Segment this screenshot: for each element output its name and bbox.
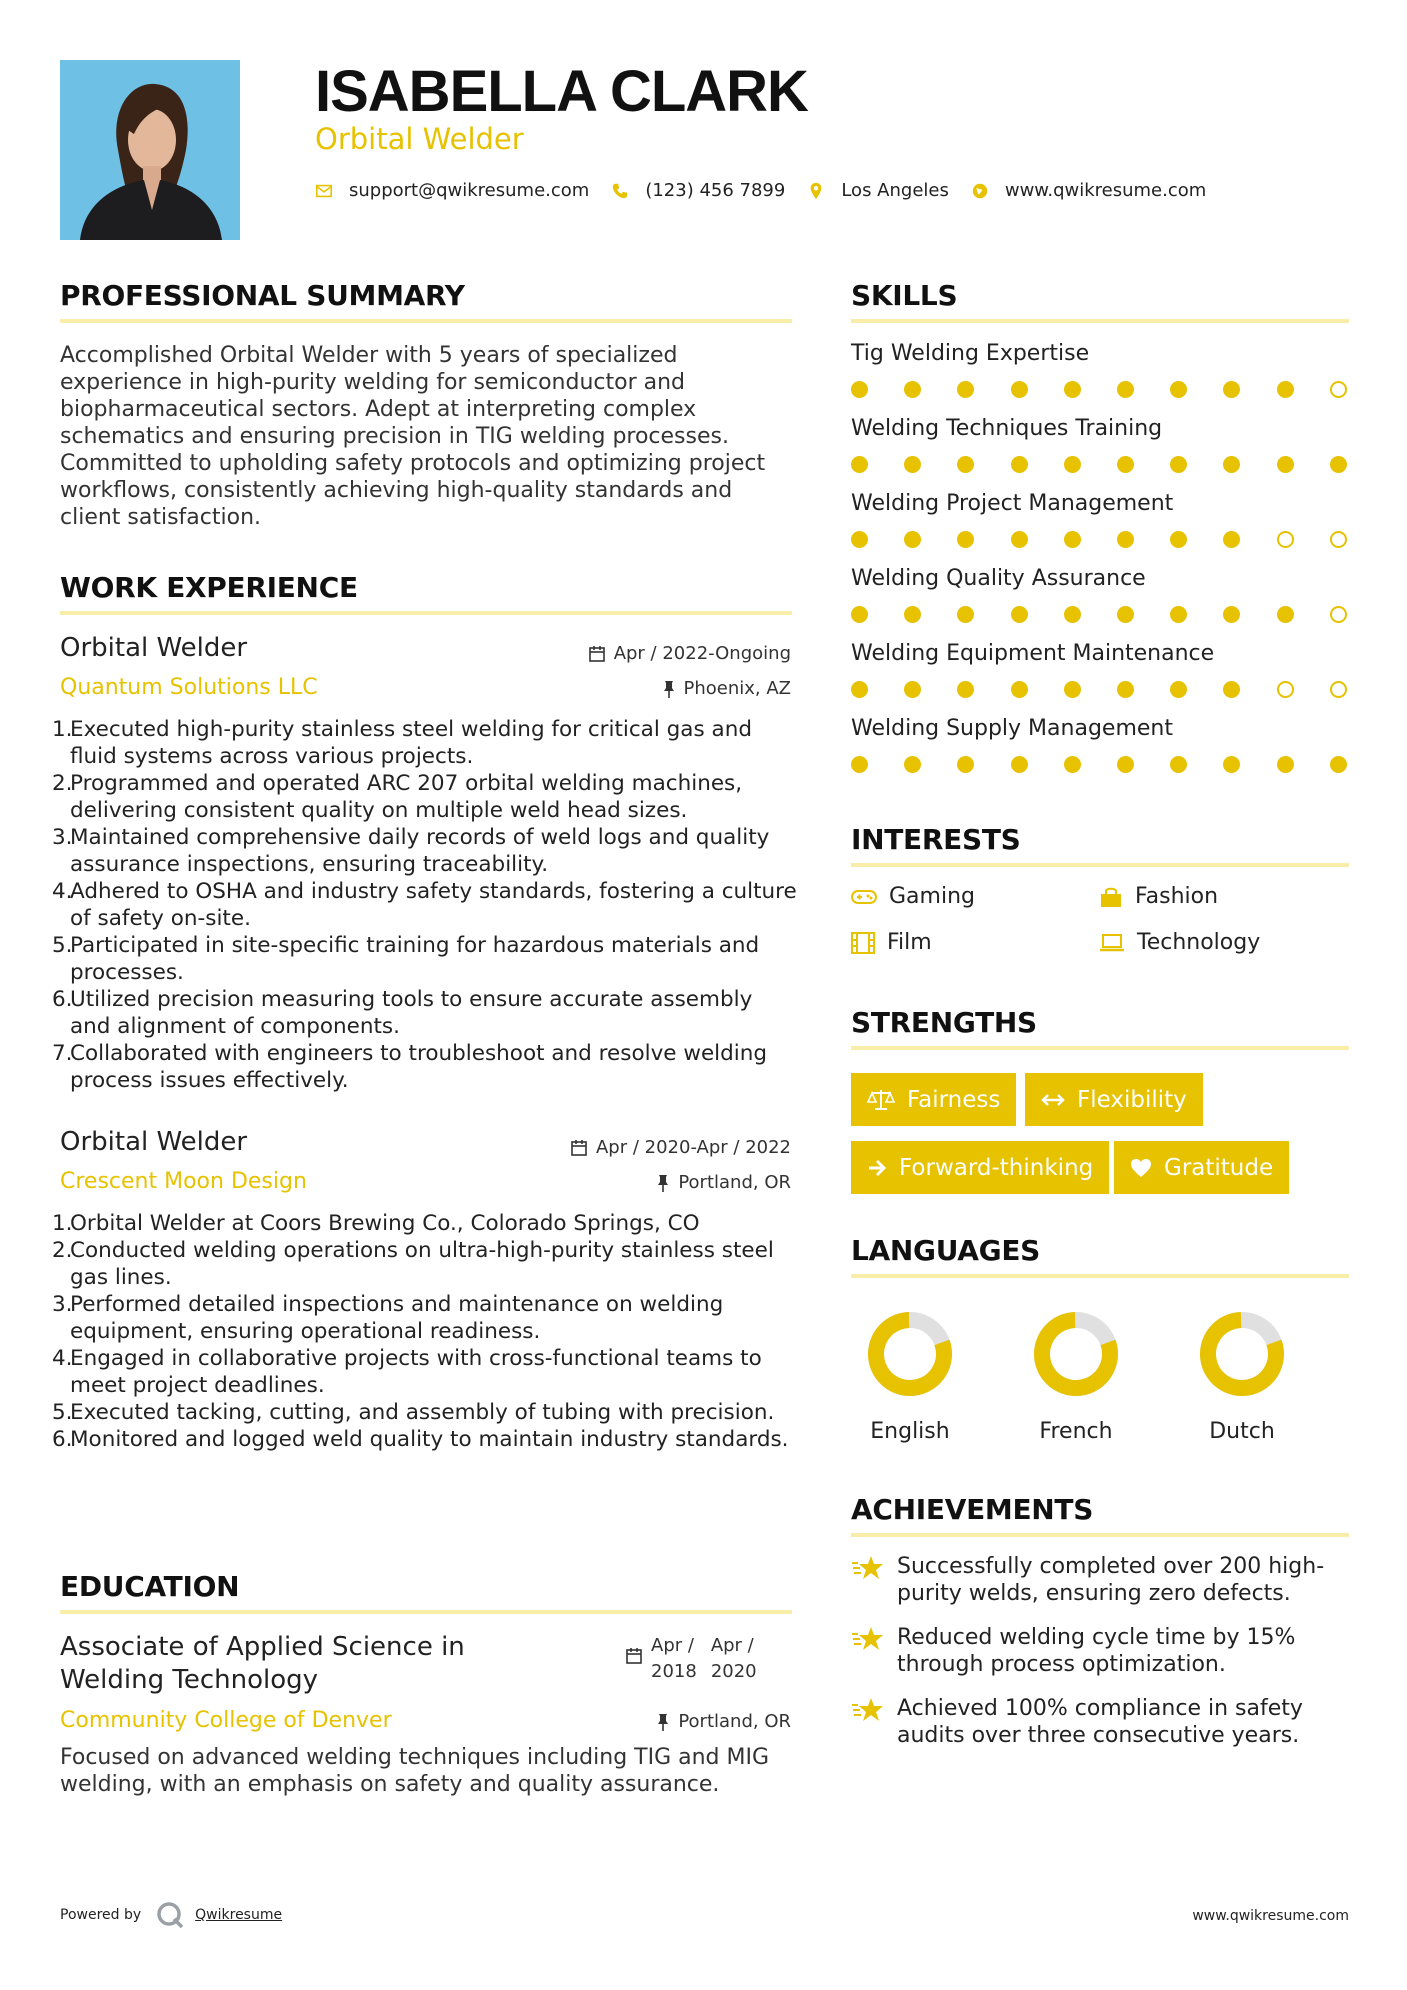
interest-gaming: Gaming	[851, 884, 975, 909]
language-label: English	[870, 1419, 950, 1444]
list-item: 4. Adhered to OSHA and industry safety standards, fostering a culture of safety on-site.	[52, 879, 797, 931]
job-bullet-list	[52, 716, 797, 1094]
rating-dot-filled	[1330, 456, 1347, 473]
rating-dot-filled	[1277, 381, 1294, 398]
pushpin-icon	[662, 680, 676, 698]
job-dates	[570, 1137, 791, 1158]
job-dates-text: Apr / 2020-Apr / 2022	[595, 1137, 791, 1158]
rating-dot-filled	[957, 381, 974, 398]
pushpin-icon	[656, 1174, 670, 1192]
achievements-rule	[851, 1533, 1349, 1537]
rating-dot-empty	[1277, 531, 1294, 548]
languages-rule	[851, 1274, 1349, 1278]
language-label: French	[1039, 1419, 1113, 1444]
rating-dot-empty	[1330, 681, 1347, 698]
phone-text: (123) 456 7899	[645, 180, 786, 201]
rating-dot-filled	[851, 756, 868, 773]
skill-name: Welding Equipment Maintenance	[851, 641, 1215, 666]
job-dates	[588, 643, 791, 664]
job-dates-text: Apr / 2022-Ongoing	[613, 643, 791, 664]
interests-heading: INTERESTS	[851, 823, 1021, 856]
rating-dot-empty	[1330, 531, 1347, 548]
rating-dot-filled	[1277, 456, 1294, 473]
star-icon	[851, 1555, 885, 1581]
rating-dot-empty	[1330, 381, 1347, 398]
rating-dot-filled	[904, 681, 921, 698]
rating-dot-filled	[1223, 531, 1240, 548]
skill-rating	[851, 606, 1349, 624]
rating-dot-filled	[904, 606, 921, 623]
footer-website[interactable]: www.qwikresume.com	[1192, 1908, 1349, 1924]
language-item	[1016, 1309, 1136, 1444]
education-rule	[60, 1610, 792, 1614]
interest-fashion: Fashion	[1099, 884, 1218, 909]
contact-phone[interactable]	[611, 180, 785, 201]
rating-dot-filled	[1011, 531, 1028, 548]
job-location	[662, 678, 792, 699]
job-location	[656, 1172, 791, 1193]
rating-dot-filled	[1117, 681, 1134, 698]
rating-dot-filled	[1277, 606, 1294, 623]
rating-dot-filled	[1170, 681, 1187, 698]
rating-dot-filled	[1170, 381, 1187, 398]
languages-heading: LANGUAGES	[851, 1234, 1041, 1267]
rating-dot-filled	[1011, 606, 1028, 623]
rating-dot-filled	[957, 456, 974, 473]
rating-dot-filled	[957, 531, 974, 548]
skill-name: Tig Welding Expertise	[851, 341, 1090, 366]
arrow-right-icon	[867, 1158, 887, 1178]
list-item: 6. Monitored and logged weld quality to maintain industry standards.	[52, 1427, 789, 1452]
rating-dot-filled	[1011, 456, 1028, 473]
email-text: support@qwikresume.com	[349, 180, 590, 201]
language-item	[850, 1309, 970, 1444]
experience-rule	[60, 611, 792, 615]
rating-dot-filled	[1223, 606, 1240, 623]
achievement-item: Achieved 100% compliance in safety audits over three consecutive years.	[851, 1695, 1351, 1749]
achievement-item: Reduced welding cycle time by 15% through process optimization.	[851, 1624, 1351, 1678]
rating-dot-empty	[1330, 606, 1347, 623]
skill-name: Welding Supply Management	[851, 716, 1173, 741]
rating-dot-filled	[1064, 531, 1081, 548]
rating-dot-empty	[1277, 681, 1294, 698]
skill-rating	[851, 531, 1349, 549]
education-dates: Apr / 2018 Apr / 2020	[625, 1633, 757, 1685]
star-icon	[851, 1697, 885, 1723]
language-level-ring	[865, 1309, 955, 1399]
list-item: 3. Performed detailed inspections and maintenance on welding equipment, ensuring operational readiness.	[52, 1292, 724, 1344]
rating-dot-filled	[851, 606, 868, 623]
language-item	[1182, 1309, 1302, 1444]
arrows-h-icon	[1041, 1092, 1065, 1108]
summary-rule	[60, 319, 792, 323]
rating-dot-filled	[1170, 531, 1187, 548]
list-item: 5. Participated in site-specific training for hazardous materials and processes.	[52, 933, 760, 985]
list-item: 4. Engaged in collaborative projects with cross-functional teams to meet project deadlines.	[52, 1346, 762, 1398]
contact-bar	[315, 180, 1228, 201]
footer-powered-by: Powered by Qwikresume	[60, 1900, 282, 1930]
rating-dot-filled	[1117, 456, 1134, 473]
job-bullet-list	[52, 1210, 797, 1453]
rating-dot-filled	[851, 381, 868, 398]
envelope-icon	[315, 182, 333, 200]
education-location-text: Portland, OR	[678, 1711, 791, 1732]
rating-dot-filled	[1011, 681, 1028, 698]
language-label: Dutch	[1209, 1419, 1275, 1444]
skill-rating	[851, 681, 1349, 699]
calendar-icon	[625, 1647, 643, 1665]
experience-heading: WORK EXPERIENCE	[60, 571, 358, 604]
rating-dot-filled	[1277, 756, 1294, 773]
rating-dot-filled	[1117, 381, 1134, 398]
rating-dot-filled	[1170, 756, 1187, 773]
rating-dot-filled	[1011, 381, 1028, 398]
rating-dot-filled	[1064, 681, 1081, 698]
rating-dot-filled	[1117, 606, 1134, 623]
list-item: 3. Maintained comprehensive daily records of weld logs and quality assurance inspections, ensuring traceability.	[52, 825, 770, 877]
map-marker-icon	[807, 182, 825, 200]
skill-rating	[851, 456, 1349, 474]
job-location-text: Portland, OR	[678, 1172, 791, 1193]
laptop-icon	[1099, 933, 1125, 953]
rating-dot-filled	[1170, 456, 1187, 473]
rating-dot-filled	[904, 381, 921, 398]
website-text: www.qwikresume.com	[1004, 180, 1207, 201]
profile-photo	[60, 60, 240, 240]
rating-dot-filled	[851, 531, 868, 548]
school-name: Community College of Denver	[60, 1708, 392, 1733]
skills-rule	[851, 319, 1349, 323]
skills-heading: SKILLS	[851, 279, 958, 312]
company-name: Crescent Moon Design	[60, 1169, 307, 1194]
interests-rule	[851, 863, 1349, 867]
list-item: 2. Programmed and operated ARC 207 orbital welding machines, delivering consistent quality on multiple weld head sizes.	[52, 771, 743, 823]
rating-dot-filled	[1223, 681, 1240, 698]
contact-email[interactable]	[315, 180, 589, 201]
star-icon	[851, 1626, 885, 1652]
location-text: Los Angeles	[841, 180, 949, 201]
rating-dot-filled	[851, 456, 868, 473]
candidate-name: ISABELLA CLARK	[315, 59, 808, 124]
strengths-heading: STRENGTHS	[851, 1006, 1037, 1039]
rating-dot-filled	[1223, 756, 1240, 773]
rating-dot-filled	[957, 756, 974, 773]
job-location-text: Phoenix, AZ	[683, 678, 791, 699]
strength-tag-forward-thinking: Forward-thinking	[851, 1141, 1109, 1194]
rating-dot-filled	[1223, 456, 1240, 473]
education-location	[656, 1711, 791, 1732]
job-title: Orbital Welder	[60, 1127, 248, 1157]
rating-dot-filled	[1223, 381, 1240, 398]
rating-dot-filled	[1117, 531, 1134, 548]
skill-name: Welding Project Management	[851, 491, 1174, 516]
summary-text: Accomplished Orbital Welder with 5 years of specialized experience in high-purity welding for semiconductor and biopharmaceutical sectors. Adept at interpreting complex schematics and ensuring precision in TIG welding processes. Committed to upholding safety protocols and optimizing project workflows, consistently achieving high-quality standards and client satisfaction.	[60, 343, 766, 530]
job-title: Orbital Welder	[60, 633, 248, 663]
list-item: 7. Collaborated with engineers to troubleshoot and resolve welding process issues effectively.	[52, 1041, 768, 1093]
gamepad-icon	[851, 889, 877, 905]
rating-dot-filled	[1064, 456, 1081, 473]
rating-dot-filled	[904, 756, 921, 773]
interest-film: Film	[851, 930, 932, 955]
calendar-icon	[588, 645, 606, 663]
qwikresume-logo-icon	[155, 1900, 185, 1930]
skill-name: Welding Quality Assurance	[851, 566, 1146, 591]
rating-dot-filled	[957, 681, 974, 698]
rating-dot-filled	[904, 456, 921, 473]
language-level-ring	[1197, 1309, 1287, 1399]
list-item: 2. Conducted welding operations on ultra-high-purity stainless steel gas lines.	[52, 1238, 774, 1290]
contact-website[interactable]	[971, 180, 1206, 201]
rating-dot-filled	[904, 531, 921, 548]
rating-dot-filled	[1330, 756, 1347, 773]
strength-tag-fairness: Fairness	[851, 1073, 1016, 1126]
rating-dot-filled	[1064, 381, 1081, 398]
strength-tag-flexibility: Flexibility	[1025, 1073, 1203, 1126]
list-item: 1. Orbital Welder at Coors Brewing Co., Colorado Springs, CO	[52, 1211, 700, 1236]
company-name: Quantum Solutions LLC	[60, 675, 318, 700]
list-item: 1. Executed high-purity stainless steel welding for critical gas and fluid systems across various projects.	[52, 717, 752, 769]
list-item: 5. Executed tacking, cutting, and assembly of tubing with precision.	[52, 1400, 775, 1425]
balance-scale-icon	[867, 1088, 895, 1112]
calendar-icon	[570, 1139, 588, 1157]
achievement-item: Successfully completed over 200 high-purity welds, ensuring zero defects.	[851, 1553, 1351, 1607]
language-level-ring	[1031, 1309, 1121, 1399]
rating-dot-filled	[1170, 606, 1187, 623]
strength-tag-gratitude: Gratitude	[1114, 1141, 1289, 1194]
education-description: Focused on advanced welding techniques including TIG and MIG welding, with an emphasis on safety and quality assurance.	[60, 1745, 770, 1797]
interest-technology: Technology	[1099, 930, 1260, 955]
education-heading: EDUCATION	[60, 1570, 240, 1603]
rating-dot-filled	[1011, 756, 1028, 773]
shopping-bag-icon	[1099, 886, 1123, 908]
heart-icon	[1130, 1158, 1152, 1178]
rating-dot-filled	[1064, 756, 1081, 773]
rating-dot-filled	[1064, 606, 1081, 623]
skill-name: Welding Techniques Training	[851, 416, 1163, 441]
qwikresume-link[interactable]: Qwikresume	[195, 1907, 283, 1923]
film-icon	[851, 932, 875, 954]
globe-icon	[971, 182, 989, 200]
rating-dot-filled	[1117, 756, 1134, 773]
pushpin-icon	[656, 1713, 670, 1731]
rating-dot-filled	[957, 606, 974, 623]
degree-title: Associate of Applied Science in Welding Technology	[60, 1632, 465, 1695]
phone-icon	[611, 182, 629, 200]
candidate-role: Orbital Welder	[315, 122, 524, 156]
summary-heading: PROFESSIONAL SUMMARY	[60, 279, 465, 312]
rating-dot-filled	[851, 681, 868, 698]
skill-rating	[851, 381, 1349, 399]
list-item: 6. Utilized precision measuring tools to ensure accurate assembly and alignment of components.	[52, 987, 753, 1039]
strengths-rule	[851, 1046, 1349, 1050]
contact-location	[807, 180, 949, 201]
skill-rating	[851, 756, 1349, 774]
achievements-heading: ACHIEVEMENTS	[851, 1493, 1094, 1526]
